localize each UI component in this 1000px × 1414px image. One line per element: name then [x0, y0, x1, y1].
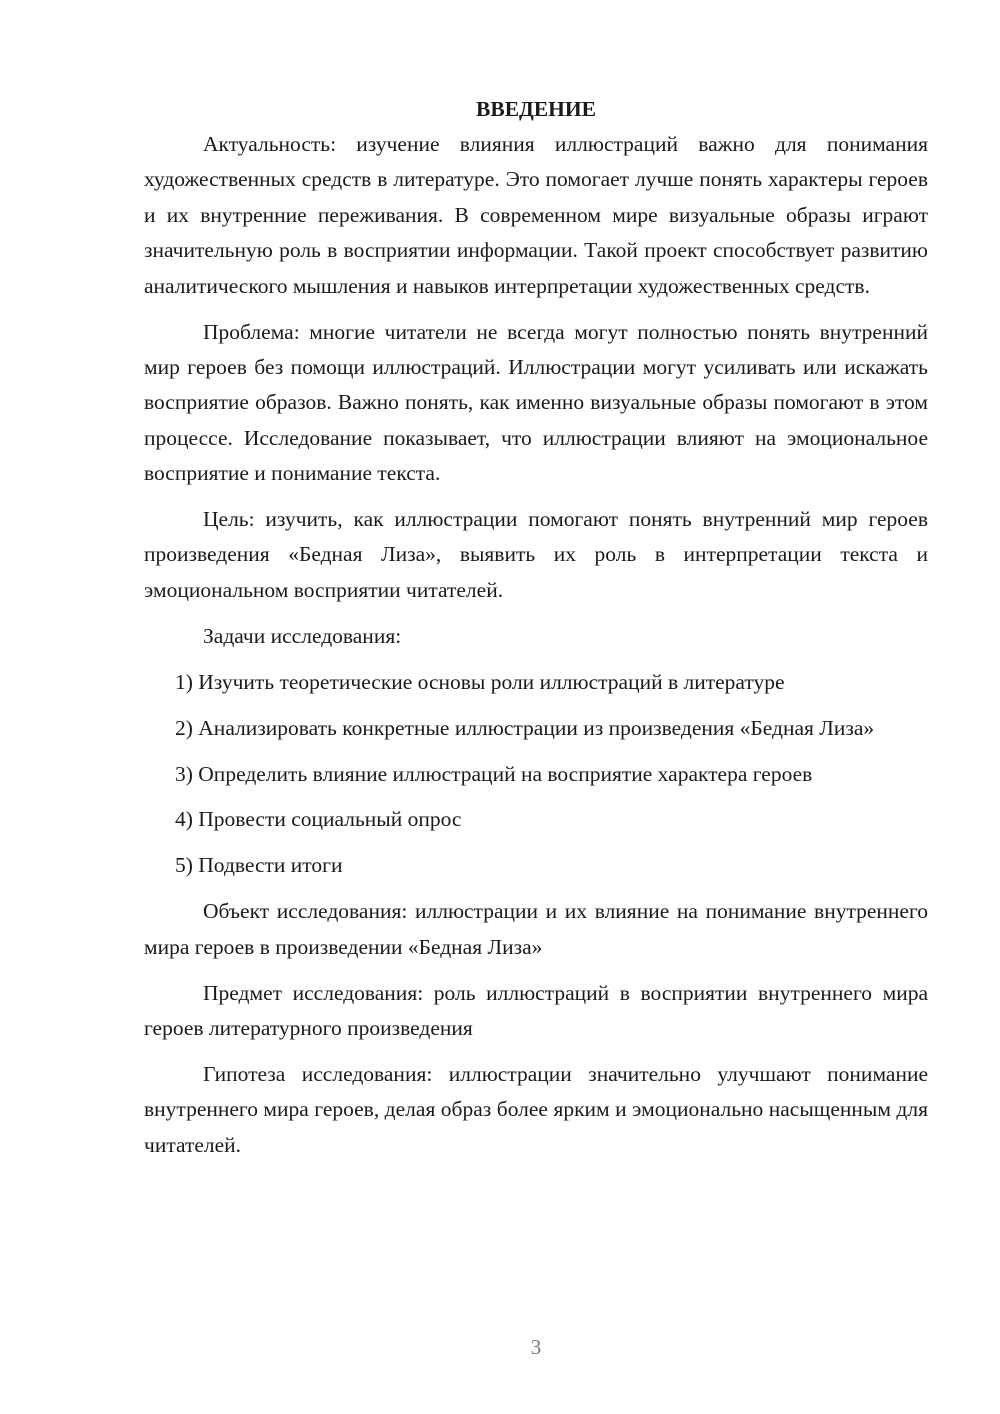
page-number: 3 [530, 1335, 542, 1359]
paragraph-problem: Проблема: многие читатели не всегда могут полностью понять внутренний мир героев без помощи иллюстраций. Иллюстрации могут усиливать или искажать восприятие образов. Важно понять, как именно визуальные образы помогают в этом процессе. Исследование показывает, что иллюстрации влияют на эмоциональное восприятие и понимание текста. [144, 319, 928, 486]
task-item-1: 1) Изучить теоретические основы роли иллюстраций в литературе [175, 669, 785, 694]
tasks-heading: Задачи исследования: [203, 623, 402, 648]
task-item-5: 5) Подвести итоги [175, 853, 343, 878]
task-item-3: 3) Определить влияние иллюстраций на восприятие характера героев [175, 761, 813, 786]
paragraph-hypothesis: Гипотеза исследования: иллюстрации значительно улучшают понимание внутреннего мира героев, делая образ более ярким и эмоционально насыщенным для читателей. [144, 1061, 928, 1157]
page-title: ВВЕДЕНИЕ [476, 97, 596, 121]
paragraph-subject: Предмет исследования: роль иллюстраций в восприятии внутреннего мира героев литературного произведения [144, 980, 928, 1040]
paragraph-object: Объект исследования: иллюстрации и их влияние на понимание внутреннего мира героев в произведении «Бедная Лиза» [144, 899, 928, 959]
task-item-2: 2) Анализировать конкретные иллюстрации из произведения «Бедная Лиза» [175, 715, 875, 740]
task-item-4: 4) Провести социальный опрос [175, 807, 462, 832]
paragraph-goal: Цель: изучить, как иллюстрации помогают понять внутренний мир героев произведения «Бедная Лиза», выявить их роль в интерпретации текста и эмоциональном восприятии читателей. [144, 507, 928, 602]
paragraph-relevance: Актуальность: изучение влияния иллюстраций важно для понимания художественных средств в литературе. Это помогает лучше понять характеры героев и их внутренние переживания. В современном мире визуальные образы играют значительную роль в восприятии информации. Такой проект способствует развитию аналитического мышления и навыков интерпретации художественных средств. [144, 132, 928, 298]
page-content [144, 92, 928, 1163]
